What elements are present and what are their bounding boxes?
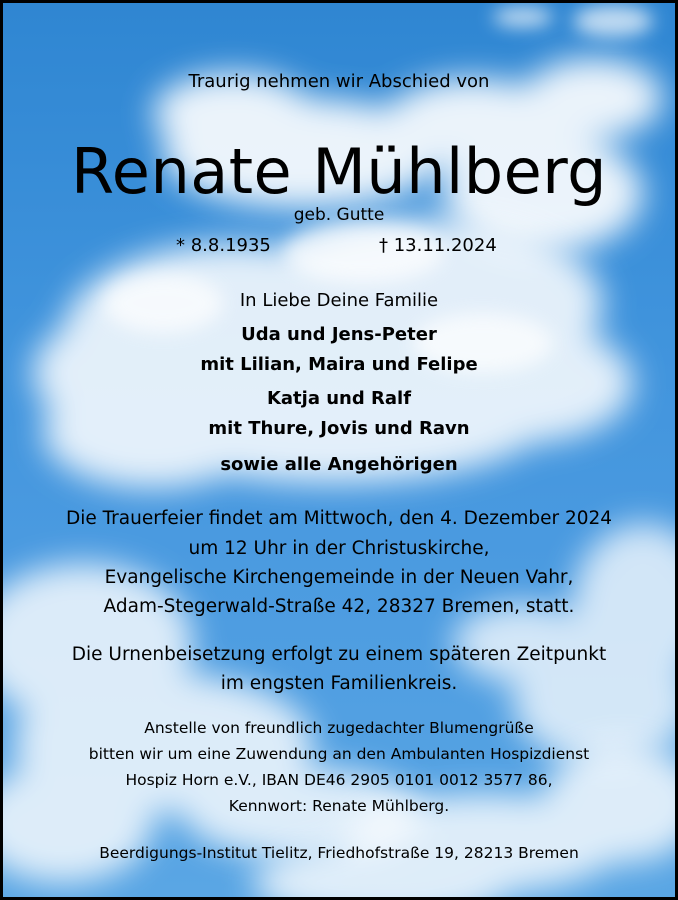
family-intro: In Liebe Deine Familie xyxy=(239,290,439,311)
family-line: mit Thure, Jovis und Ravn xyxy=(208,418,470,439)
family-line: sowie alle Angehörigen xyxy=(220,454,458,475)
birth-date: * 8.8.1935 xyxy=(176,235,271,256)
family-line: mit Lilian, Maira und Felipe xyxy=(200,354,478,375)
life-dates xyxy=(3,235,675,261)
undertaker-line: Beerdigungs-Institut Tielitz, Friedhofstraße 19, 28213 Bremen xyxy=(99,844,579,862)
donation-line: bitten wir um eine Zuwendung an den Ambulanten Hospizdienst xyxy=(88,745,590,763)
urn-line: Die Urnenbeisetzung erfolgt zu einem späteren Zeitpunkt xyxy=(71,644,607,665)
death-date: † 13.11.2024 xyxy=(379,235,497,256)
family-line: Uda und Jens-Peter xyxy=(241,324,437,345)
funeral-line: um 12 Uhr in der Christuskirche, xyxy=(188,538,490,559)
intro-line: Traurig nehmen wir Abschied von xyxy=(188,71,490,92)
urn-line: im engsten Familienkreis. xyxy=(220,673,458,694)
funeral-line: Adam-Stegerwald-Straße 42, 28327 Bremen, statt. xyxy=(103,596,575,617)
deceased-name: Renate Mühlberg xyxy=(71,135,607,208)
funeral-line: Die Trauerfeier findet am Mittwoch, den 4. Dezember 2024 xyxy=(65,508,613,529)
funeral-line: Evangelische Kirchengemeinde in der Neuen Vahr, xyxy=(104,567,574,588)
donation-line: Hospiz Horn e.V., IBAN DE46 2905 0101 0012 3577 86, xyxy=(125,771,553,789)
donation-line: Anstelle von freundlich zugedachter Blumengrüße xyxy=(144,719,534,737)
donation-line: Kennwort: Renate Mühlberg. xyxy=(228,797,450,815)
obituary-card xyxy=(3,3,675,897)
family-line: Katja und Ralf xyxy=(266,388,412,409)
maiden-name: geb. Gutte xyxy=(293,205,385,225)
